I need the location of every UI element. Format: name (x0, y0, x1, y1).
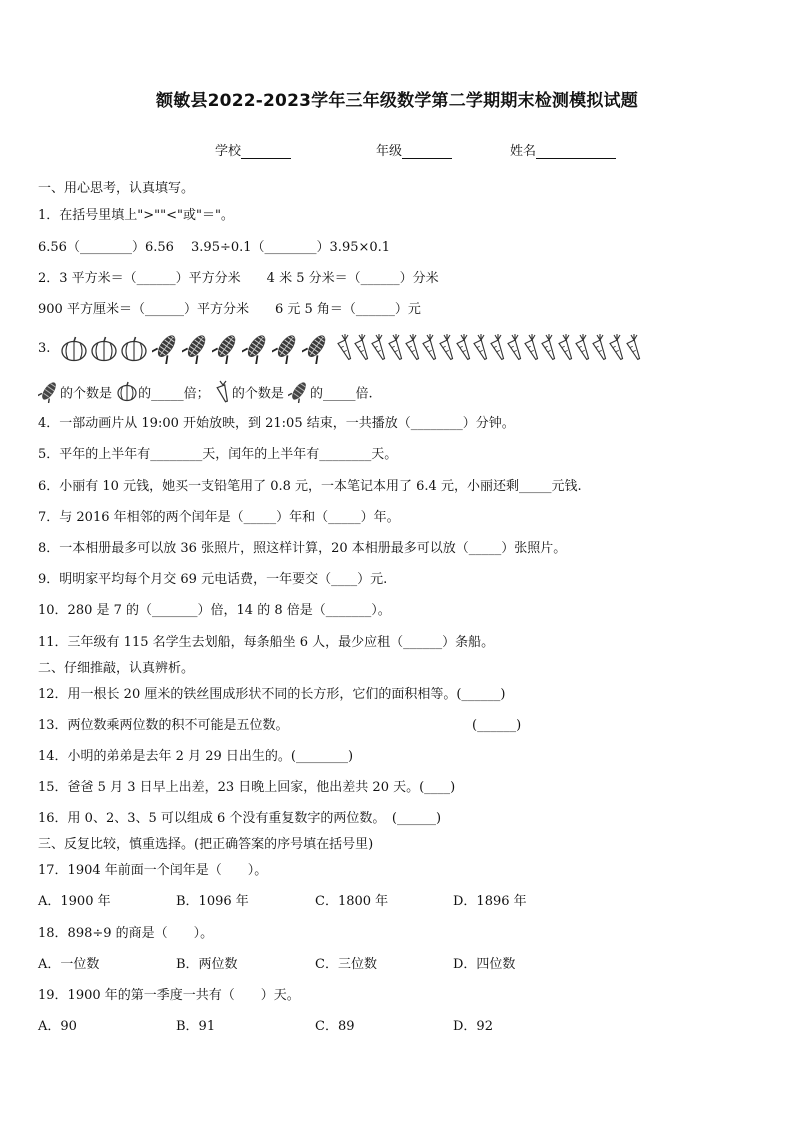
q3-text-3: 的个数是 (231, 386, 284, 402)
q17-option-b: B．1096 年 (176, 894, 249, 909)
corn-icon (38, 379, 60, 409)
question-6: 6．小丽有 10 元钱，她买一支铅笔用了 0.8 元，一本笔记本用了 6.4 元，小丽还剩_____元钱. (38, 479, 582, 494)
q3-text-2: 的_____倍； (138, 386, 210, 402)
question-9: 9．明明家平均每个月交 69 元电话费，一年要交（____）元. (38, 572, 388, 587)
question-2-row-b: 900 平方厘米＝（______）平方分米 6 元 5 角＝（______）元 (38, 302, 421, 317)
grade-field (376, 140, 452, 159)
question-19: 19．1900 年的第一季度一共有（ ）天。 (38, 988, 300, 1003)
name-label: 姓名 (510, 144, 537, 159)
name-field (510, 140, 616, 159)
q19-option-c: C．89 (315, 1019, 355, 1034)
question-11: 11．三年级有 115 名学生去划船，每条船坐 6 人，最少应租（______）条船。 (38, 635, 495, 650)
school-label: 学校 (215, 144, 242, 159)
corn-icon (272, 332, 300, 364)
q18-option-a: A．一位数 (38, 957, 100, 972)
section-1-heading: 一、用心思考，认真填写。 (38, 181, 195, 196)
pumpkin-icon (90, 334, 118, 362)
carrot-icon (591, 332, 607, 364)
q19-option-b: B．91 (176, 1019, 216, 1034)
carrot-icon (387, 332, 403, 364)
grade-blank (402, 144, 452, 159)
q18-option-b: B．两位数 (176, 957, 238, 972)
question-2-row-a: 2．3 平方米＝（______）平方分米 4 米 5 分米＝（______）分米 (38, 271, 439, 286)
corn-icon (302, 332, 330, 364)
carrot-icon (353, 332, 369, 364)
pumpkin-group (60, 334, 148, 362)
carrot-icon (608, 332, 624, 364)
name-blank (536, 144, 616, 159)
carrot-icon (472, 332, 488, 364)
carrot-icon (404, 332, 420, 364)
carrot-icon (370, 332, 386, 364)
question-18: 18．898÷9 的商是（ ）。 (38, 926, 214, 941)
corn-icon (242, 332, 270, 364)
school-field (215, 140, 291, 159)
q17-option-a: A．1900 年 (38, 894, 111, 909)
pumpkin-icon (116, 380, 138, 408)
question-5: 5．平年的上半年有________天，闰年的上半年有________天。 (38, 447, 398, 462)
question-10: 10．280 是 7 的（_______）倍，14 的 8 倍是（_______）。 (38, 603, 391, 618)
grade-label: 年级 (376, 144, 403, 159)
q3-text-1: 的个数是 (60, 386, 113, 402)
q17-option-d: D．1896 年 (453, 894, 527, 909)
carrot-icon (523, 332, 539, 364)
question-13: 13．两位数乘两位数的积不可能是五位数。 (38, 718, 289, 733)
question-13-blank: (______) (472, 718, 522, 733)
corn-icon (212, 332, 240, 364)
question-1-row: 6.56（________）6.56 3.95÷0.1（________）3.95×0.1 (38, 240, 391, 255)
carrot-icon (557, 332, 573, 364)
school-blank (241, 144, 291, 159)
question-16: 16．用 0、2、3、5 可以组成 6 个没有重复数字的两位数。 (______) (38, 811, 442, 826)
q18-option-d: D．四位数 (453, 957, 516, 972)
carrot-icon (214, 378, 232, 410)
carrot-icon (336, 332, 352, 364)
question-3-text (38, 378, 373, 410)
section-3-heading: 三、反复比较，慎重选择。(把正确答案的序号填在括号里) (38, 837, 374, 852)
pumpkin-icon (120, 334, 148, 362)
carrot-icon (489, 332, 505, 364)
pumpkin-icon (60, 334, 88, 362)
corn-icon (182, 332, 210, 364)
q19-option-d: D．92 (453, 1019, 493, 1034)
carrot-icon (540, 332, 556, 364)
corn-group (152, 332, 330, 364)
carrot-icon (574, 332, 590, 364)
question-8: 8．一本相册最多可以放 36 张照片，照这样计算，20 本相册最多可以放（_____）张照片。 (38, 541, 567, 556)
question-17: 17．1904 年前面一个闰年是（ ）。 (38, 863, 268, 878)
page-title: 额敏县2022-2023学年三年级数学第二学期期末检测模拟试题 (156, 91, 638, 111)
question-3-icon-row (60, 330, 641, 366)
carrot-icon (438, 332, 454, 364)
carrot-icon (625, 332, 641, 364)
q17-option-c: C．1800 年 (315, 894, 389, 909)
section-2-heading: 二、仔细推敲，认真辨析。 (38, 661, 195, 676)
carrot-group (336, 332, 641, 364)
question-12: 12．用一根长 20 厘米的铁丝围成形状不同的长方形，它们的面积相等。(______) (38, 687, 506, 702)
q3-text-4: 的_____倍. (309, 386, 373, 402)
carrot-icon (506, 332, 522, 364)
q19-option-a: A．90 (38, 1019, 77, 1034)
corn-icon (152, 332, 180, 364)
q18-option-c: C．三位数 (315, 957, 377, 972)
question-7: 7．与 2016 年相邻的两个闰年是（_____）年和（_____）年。 (38, 510, 400, 525)
corn-icon (288, 379, 310, 409)
question-14: 14．小明的弟弟是去年 2 月 29 日出生的。(________) (38, 749, 354, 764)
question-4: 4．一部动画片从 19:00 开始放映，到 21:05 结束，一共播放（________）分钟。 (38, 416, 515, 431)
carrot-icon (455, 332, 471, 364)
carrot-icon (421, 332, 437, 364)
question-1: 1．在括号里填上">""<"或"＝"。 (38, 208, 234, 223)
question-15: 15．爸爸 5 月 3 日早上出差，23 日晚上回家，他出差共 20 天。(____) (38, 780, 456, 795)
question-3-number: 3. (38, 341, 51, 356)
